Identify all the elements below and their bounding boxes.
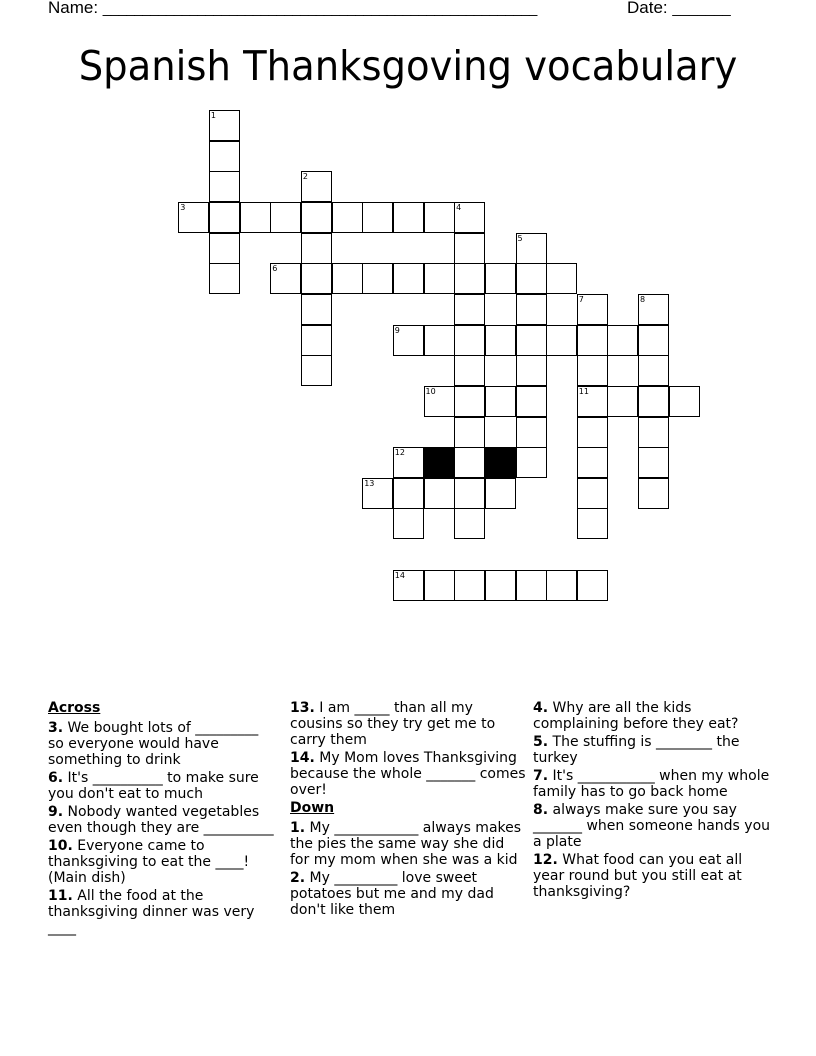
clue-number-label: 4	[456, 202, 462, 212]
grid-cell[interactable]	[485, 386, 516, 417]
grid-cell[interactable]	[209, 110, 240, 141]
clue-number: 4.	[533, 700, 549, 716]
clue-across-10	[48, 838, 276, 886]
clue-text: My Mom loves Thanksgiving because the whole _______ comes over!	[290, 750, 526, 798]
clue-across-14	[290, 750, 526, 798]
grid-cell[interactable]	[546, 570, 577, 601]
grid-cell[interactable]	[393, 325, 424, 356]
clue-number-label: 9	[394, 325, 400, 335]
clue-text: It's ___________ when my whole family has to go back home	[533, 768, 770, 800]
date-line: _______	[672, 0, 731, 17]
grid-cell[interactable]	[516, 570, 547, 601]
clue-down-2	[290, 870, 526, 918]
grid-cell[interactable]	[516, 294, 547, 325]
clue-text: My _________ love sweet potatoes but me and my dad don't like them	[290, 870, 494, 918]
grid-cell[interactable]	[454, 355, 485, 386]
grid-cell[interactable]	[546, 263, 577, 294]
grid-cell[interactable]	[209, 233, 240, 264]
clue-across-13	[290, 700, 526, 748]
grid-cell[interactable]	[270, 202, 301, 233]
grid-cell[interactable]	[577, 325, 608, 356]
clue-number-label: 10	[425, 386, 436, 396]
grid-cell[interactable]	[638, 386, 669, 417]
grid-cell[interactable]	[362, 263, 393, 294]
grid-cell[interactable]	[301, 171, 332, 202]
grid-cell[interactable]	[424, 202, 455, 233]
clue-text: Nobody wanted vegetables even though they are __________	[48, 804, 274, 836]
clue-number: 9.	[48, 804, 64, 820]
grid-cell[interactable]	[393, 478, 424, 509]
grid-cell[interactable]	[301, 233, 332, 264]
clue-number: 3.	[48, 720, 64, 736]
clue-number-label: 11	[578, 386, 589, 396]
grid-cell[interactable]	[424, 478, 455, 509]
grid-cell[interactable]	[516, 233, 547, 264]
black-cell	[485, 447, 516, 478]
clue-text: I am _____ than all my cousins so they try get me to carry them	[290, 700, 496, 748]
grid-cell[interactable]	[454, 478, 485, 509]
name-line: _______________________________________________________	[102, 0, 537, 17]
grid-cell[interactable]	[577, 294, 608, 325]
grid-cell[interactable]	[454, 263, 485, 294]
grid-cell[interactable]	[485, 325, 516, 356]
clue-text: always make sure you say _______ when someone hands you a plate	[533, 802, 771, 850]
page-title: Spanish Thanksgoving vocabulary	[78, 42, 738, 90]
clue-number: 12.	[533, 852, 558, 868]
grid-cell[interactable]	[424, 570, 455, 601]
grid-cell[interactable]	[638, 294, 669, 325]
grid-cell[interactable]	[577, 508, 608, 539]
name-label: Name:	[48, 0, 103, 17]
clue-across-3	[48, 720, 276, 768]
grid-cell[interactable]	[362, 478, 393, 509]
grid-cell[interactable]	[485, 570, 516, 601]
clue-number-label: 14	[394, 570, 405, 580]
clue-down-12	[533, 852, 773, 900]
clue-down-1	[290, 820, 526, 868]
grid-cell[interactable]	[209, 263, 240, 294]
grid-cell[interactable]	[577, 386, 608, 417]
grid-cell[interactable]	[240, 202, 271, 233]
grid-cell[interactable]	[516, 263, 547, 294]
clue-number: 14.	[290, 750, 315, 766]
grid-cell[interactable]	[424, 263, 455, 294]
clue-number: 1.	[290, 820, 306, 836]
grid-cell[interactable]	[454, 508, 485, 539]
clue-number-label: 6	[272, 264, 278, 274]
clue-text: What food can you eat all year round but you still eat at thanksgiving?	[533, 852, 743, 900]
clue-number-label: 2	[302, 172, 308, 182]
clue-text: All the food at the thanksgiving dinner was very ____	[48, 888, 255, 936]
clue-text: It's __________ to make sure you don't eat to much	[48, 770, 259, 802]
grid-cell[interactable]	[669, 386, 700, 417]
grid-cell[interactable]	[516, 417, 547, 448]
grid-cell[interactable]	[454, 202, 485, 233]
grid-cell[interactable]	[270, 263, 301, 294]
clue-number: 8.	[533, 802, 549, 818]
grid-cell[interactable]	[607, 325, 638, 356]
grid-cell[interactable]	[393, 447, 424, 478]
grid-cell[interactable]	[638, 355, 669, 386]
grid-cell[interactable]	[393, 570, 424, 601]
clues-column-3	[533, 700, 773, 902]
grid-cell[interactable]	[516, 325, 547, 356]
grid-cell[interactable]	[178, 202, 209, 233]
clue-number-label: 13	[364, 478, 375, 488]
grid-cell[interactable]	[638, 325, 669, 356]
clue-number-label: 1	[210, 111, 216, 120]
grid-cell[interactable]	[209, 171, 240, 202]
grid-cell[interactable]	[577, 570, 608, 601]
grid-cell[interactable]	[638, 447, 669, 478]
grid-cell[interactable]	[424, 386, 455, 417]
grid-cell[interactable]	[301, 294, 332, 325]
grid-cell[interactable]	[454, 447, 485, 478]
clues-column-2	[290, 700, 526, 920]
grid-cell[interactable]	[209, 141, 240, 172]
grid-cell[interactable]	[301, 355, 332, 386]
clue-number-label: 7	[578, 294, 584, 304]
grid-cell[interactable]	[393, 202, 424, 233]
grid-cell[interactable]	[516, 447, 547, 478]
clue-across-9	[48, 804, 276, 836]
down-heading: Down	[290, 800, 335, 816]
grid-cell[interactable]	[454, 233, 485, 264]
black-cell	[424, 447, 455, 478]
clue-number: 11.	[48, 888, 73, 904]
grid-cell[interactable]	[209, 202, 240, 233]
clue-number: 10.	[48, 838, 73, 854]
grid-cell[interactable]	[393, 508, 424, 539]
date-label: Date:	[627, 0, 673, 17]
grid-cell[interactable]	[516, 355, 547, 386]
grid-cell[interactable]	[577, 355, 608, 386]
clue-down-5	[533, 734, 773, 766]
grid-cell[interactable]	[577, 478, 608, 509]
clue-text: The stuffing is ________ the turkey	[533, 734, 740, 766]
clue-number-label: 5	[517, 233, 523, 243]
clue-text: Everyone came to thanksgiving to eat the ____! (Main dish)	[48, 838, 250, 886]
grid-cell[interactable]	[638, 417, 669, 448]
grid-cell[interactable]	[516, 386, 547, 417]
clue-number-label: 12	[394, 448, 405, 458]
grid-cell[interactable]	[332, 202, 363, 233]
clue-across-11	[48, 888, 276, 936]
clue-number: 2.	[290, 870, 306, 886]
clue-text: Why are all the kids complaining before they eat?	[533, 700, 739, 732]
grid-cell[interactable]	[454, 325, 485, 356]
across-heading: Across	[48, 700, 101, 716]
grid-cell[interactable]	[577, 447, 608, 478]
grid-cell[interactable]	[362, 202, 393, 233]
grid-cell[interactable]	[301, 263, 332, 294]
grid-cell[interactable]	[301, 202, 332, 233]
clue-text: My ____________ always makes the pies the same way she did for my mom when she was a kid	[290, 820, 522, 868]
clue-number: 6.	[48, 770, 64, 786]
clue-down-8	[533, 802, 773, 850]
grid-cell[interactable]	[332, 263, 363, 294]
clue-down-7	[533, 768, 773, 800]
grid-cell[interactable]	[393, 263, 424, 294]
clue-down-4	[533, 700, 773, 732]
grid-cell[interactable]	[485, 263, 516, 294]
clue-number: 13.	[290, 700, 315, 716]
clue-across-6	[48, 770, 276, 802]
grid-cell[interactable]	[546, 325, 577, 356]
grid-cell[interactable]	[577, 417, 608, 448]
clue-text: We bought lots of _________ so everyone would have something to drink	[48, 720, 259, 768]
grid-cell[interactable]	[485, 478, 516, 509]
clue-number: 7.	[533, 768, 549, 784]
grid-cell[interactable]	[454, 386, 485, 417]
grid-cell[interactable]	[454, 417, 485, 448]
clue-number: 5.	[533, 734, 549, 750]
grid-cell[interactable]	[454, 570, 485, 601]
grid-cell[interactable]	[638, 478, 669, 509]
clues-column-1	[48, 700, 276, 938]
grid-cell[interactable]	[607, 386, 638, 417]
clue-number-label: 8	[640, 294, 646, 304]
clue-number-label: 3	[180, 202, 186, 212]
grid-cell[interactable]	[424, 325, 455, 356]
grid-cell[interactable]	[454, 294, 485, 325]
grid-cell[interactable]	[301, 325, 332, 356]
